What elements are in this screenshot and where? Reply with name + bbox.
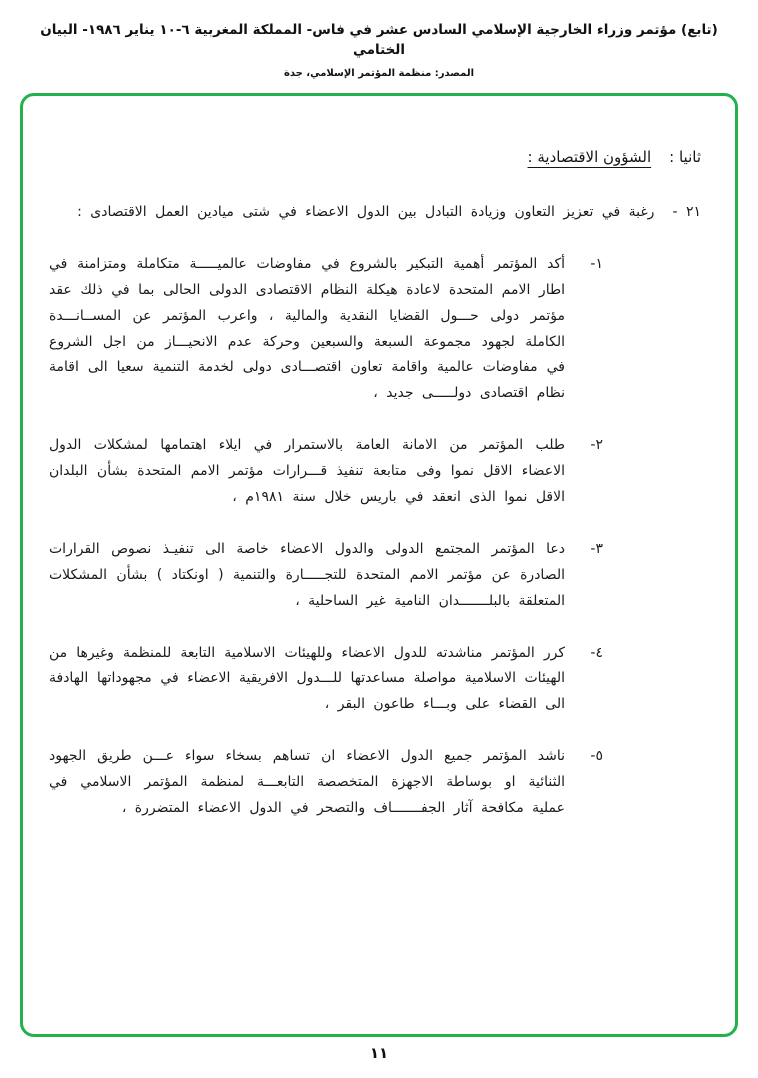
subitem-2-text: طلب المؤتمر من الامانة العامة بالاستمرار في ايلاء اهتمامها لمشكلات الدول الاعضاء الاقل نموا وفى متابعة تنفيذ قـــرارات مؤتمر الامم المتحدة بشأن البلدان الاقل نموا الذى انعقد في باريس خلال سنة ١٩٨١م ، — [49, 437, 565, 506]
subitem-5-number: ٥- — [590, 748, 603, 765]
content-border-box — [20, 93, 738, 1037]
subitem-1-number: ١- — [590, 255, 603, 272]
subitem-5 — [49, 744, 603, 822]
item-21 — [49, 200, 701, 226]
subitem-1 — [49, 252, 603, 407]
subitem-2 — [49, 433, 603, 511]
subitem-3 — [49, 537, 603, 615]
subitem-3-text: دعا المؤتمر المجتمع الدولى والدول الاعضاء خاصة الى تنفيـذ نصوص القرارات الصادرة عن مؤتمر الامم المتحدة للتجـــــارة والتنمية ( اونكتاد ) بشأن المشكلات المتعلقة بالبلـــــــدان النامية غير الساحلية ، — [49, 540, 565, 609]
subitem-4 — [49, 641, 603, 719]
section-heading — [49, 148, 701, 166]
header-title: (تابع) مؤتمر وزراء الخارجية الإسلامي السادس عشر في فاس- المملكة المغربية ٦-١٠ يناير ١٩٨٦- البيان الختامي — [40, 22, 718, 59]
page-number: ١١ — [369, 1044, 389, 1062]
document-header — [0, 0, 758, 79]
subitem-4-text: كرر المؤتمر مناشدته للدول الاعضاء وللهيئات الاسلامية التابعة للمنظمة وغيرها من الهيئات الاسلامية مواصلة مساعدتها للـــدول الافريقية الاعضاء في مجهوداتها الهادفة الى القضاء على وبـــاء طاعون البقر ، — [49, 644, 565, 713]
subitem-1-text: أكد المؤتمر أهمية التبكير بالشروع في مفاوضات عالميـــــة متكاملة ومتزامنة في اطار الامم المتحدة لاعادة هيكلة النظام الاقتصادى الدولى الحالى بما في ذلك عقد مؤتمر دولى حـــول القضايا النقدية والمالية ، واعرب المؤتمر عن المســانـــدة الكاملة لجهود مجموعة السبعة والسبعين وحركة عدم الانحيـــاز من اجل الشروع في مفاوضات عالمية واقامة تعاون اقتصـــادى دولى لخدمة التنمية سعيا الى اقامة نظام اقتصادى دولـــــى جديد ، — [49, 255, 565, 402]
subitem-5-text: ناشد المؤتمر جميع الدول الاعضاء ان تساهم بسخاء سواء عـــن طريق الجهود الثنائية او بوساطة الاجهزة المتخصصة التابعـــة لمنظمة المؤتمر الاسلامي في عملية مكافحة آثار الجفـــــــاف والتصحر في الدول الاعضاء المتضررة ، — [49, 748, 565, 817]
item-21-number: ٢١ - — [672, 204, 701, 220]
subitem-3-number: ٣- — [590, 540, 603, 557]
header-source-line: المصدر: منظمة المؤتمر الإسلامي، جدة — [283, 67, 475, 79]
item-21-text: رغبة في تعزيز التعاون وزيادة التبادل بين الدول الاعضاء في شتى ميادين العمل الاقتصادى : — [77, 204, 655, 220]
subitem-2-number: ٢- — [590, 437, 603, 454]
section-title: الشؤون الاقتصادية : — [527, 148, 652, 166]
section-label: ثانيا : — [669, 148, 701, 166]
subitem-4-number: ٤- — [590, 644, 603, 661]
